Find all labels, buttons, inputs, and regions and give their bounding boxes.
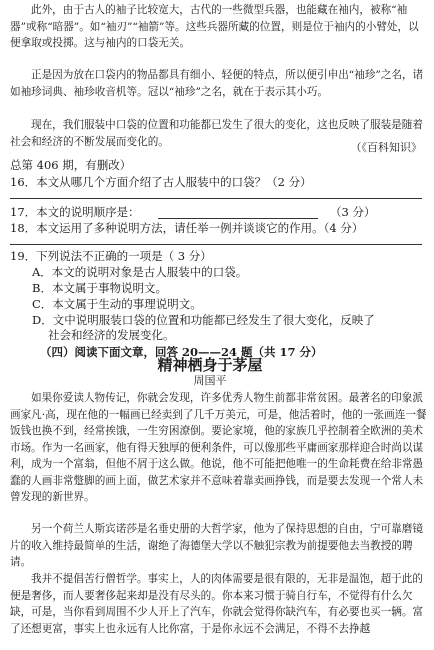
option-d: D．文中说明服装口袋的位置和功能都已经发生了很大变化，反映了 — [32, 313, 375, 327]
answer-line[interactable] — [10, 198, 422, 199]
answer-line[interactable] — [10, 244, 422, 245]
article-paragraph: 如果你爱读人物传记，你就会发现，许多优秀人物生前都非常贫困。最著名的印象派画家凡·高，现在他的一幅画已经卖到了几千万美元，可是，他活着时，他的一张画连一餐饭钱也换不到，经常挨饿，一生穷困潦倒。要论家境，他的家族几乎控制着全欧洲的美术市场。作为一名画家，他有得天独厚的便利条件，可以像那些平庸画家那样迎合时尚以谋利，成为一个富翁，但他不屑于这么做。他说，他不可能把他唯一的生命耗费在给非常愚蠢的人画非常蹩脚的画上面，做艺术家并不意味着靠卖画挣钱，而是要去发现一个常人未曾发现的新世界。 — [10, 392, 427, 503]
passage-paragraph: 现在，我们服装中口袋的位置和功能都已发生了很大的变化，这也反映了服装是随着社会和经济的不断发展而变化的。 — [10, 119, 423, 148]
source-issue-note: 总第 406 期，有删改） — [10, 158, 132, 172]
question-17-score: （3 分） — [330, 205, 376, 219]
article-author: 周国平 — [193, 374, 227, 387]
option-b: B．本文属于事物说明文。 — [32, 281, 167, 295]
question-16: 16．本文从哪几个方面介绍了古人服装中的口袋？（2 分） — [10, 175, 312, 189]
passage-paragraph: 正是因为放在口袋内的物品都具有细小、轻便的特点，所以便引申出“袖珍”之名，诸如袖珍词典、袖珍收音机等。冠以“袖珍”之名，就在于表示其小巧。 — [10, 69, 424, 98]
answer-blank[interactable] — [158, 218, 318, 219]
option-c: C．本文属于生动的事理说明文。 — [32, 297, 202, 311]
article-paragraph: 另一个荷兰人斯宾诺莎是名垂史册的大哲学家，他为了保持思想的自由，宁可靠磨镜片的收入维持最简单的生活，谢绝了海德堡大学以不触犯宗教为前提要他去当教授的聘请。 — [10, 523, 423, 568]
question-17: 17．本文的说明顺序是： — [10, 205, 140, 219]
article-title: 精神栖身于茅屋 — [157, 356, 263, 374]
passage-paragraph: 此外，由于古人的袖子比较宽大，古代的一些微型兵器，也能藏在袖内，被称“袖器”或称“暗器”。如“袖刃”“袖箭”等。这些兵器所藏的位置，则是位于袖内的小臂处，以便拿取或投掷。这与袖内的口袋无关。 — [10, 4, 419, 49]
option-d-continued: 社会和经济的发展变化。 — [48, 328, 175, 342]
article-paragraph: 我并不提倡苦行僧哲学。事实上，人的肉体需要是很有限的，无非是温饱，超于此的便是奢侈，而人要奢侈起来却是没有尽头的。你本来习惯于骑自行车，不觉得有什么欠缺，可是，当你看到周围不少人开上了汽车，你就会觉得你缺汽车，有必要也买一辆。富了还想更富，事实上也永远有人比你富，于是你永远不会满足，不得不去挣越 — [10, 573, 424, 635]
option-a: A．本文的说明对象是古人服装中的口袋。 — [32, 265, 248, 279]
section-heading: （四）阅读下面文章，回答 20——24 题（共 17 分） — [40, 345, 323, 359]
source-citation: （《百科知识》 — [350, 141, 422, 154]
question-18: 18．本文运用了多种说明方法，请任举一例并谈谈它的作用。（4 分） — [10, 221, 364, 235]
question-19: 19．下列说法不正确的一项是（ 3 分） — [10, 249, 212, 263]
